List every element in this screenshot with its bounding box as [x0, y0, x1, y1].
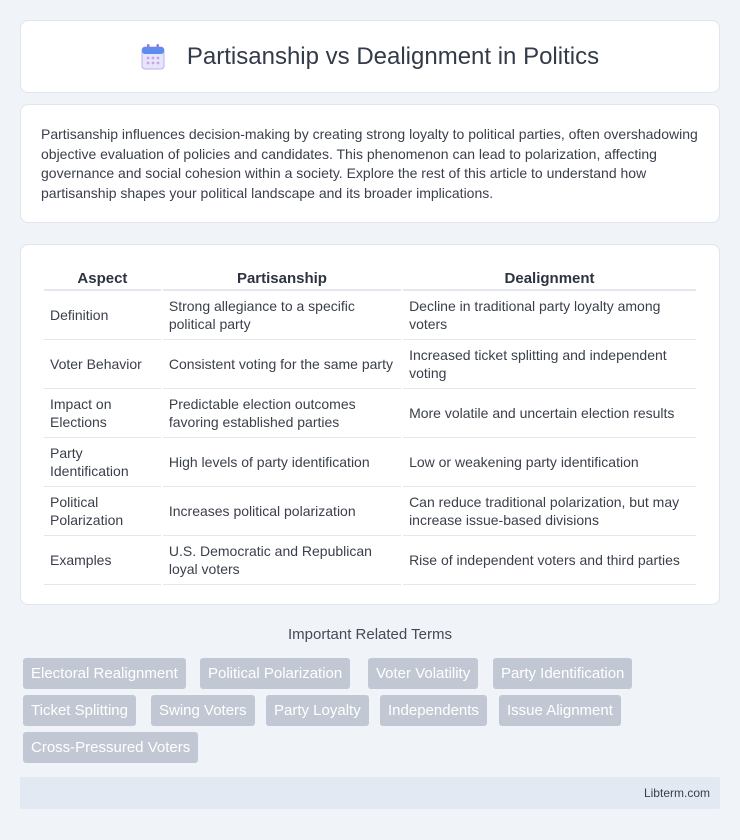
table-cell: Predictable election outcomes favoring established parties: [163, 389, 401, 438]
table-row: [44, 389, 696, 438]
term-tag[interactable]: Party Identification: [493, 658, 632, 689]
term-tag[interactable]: Swing Voters: [151, 695, 255, 726]
page-title: Partisanship vs Dealignment in Politics: [186, 42, 600, 70]
table-row: [44, 536, 696, 585]
table-cell: Impact on Elections: [44, 389, 161, 438]
footer-site-link[interactable]: Libterm.com: [643, 786, 710, 800]
table-cell: Decline in traditional party loyalty among voters: [403, 291, 696, 340]
table-cell: More volatile and uncertain election results: [403, 389, 696, 438]
table-row: [44, 291, 696, 340]
table-row: [44, 340, 696, 389]
column-header-aspect: Aspect: [44, 265, 161, 291]
table-cell: High levels of party identification: [163, 438, 401, 487]
table-cell: Political Polarization: [44, 487, 161, 536]
table-cell: Low or weakening party identification: [403, 438, 696, 487]
comparison-table: [42, 265, 698, 585]
term-tag[interactable]: Electoral Realignment: [23, 658, 186, 689]
column-header-partisanship: Partisanship: [163, 265, 401, 291]
term-tag[interactable]: Cross-Pressured Voters: [23, 732, 198, 763]
table-cell: Party Identification: [44, 438, 161, 487]
table-cell: Strong allegiance to a specific political party: [163, 291, 401, 340]
calendar-icon: [141, 44, 165, 70]
table-cell: Increases political polarization: [163, 487, 401, 536]
term-tag[interactable]: Voter Volatility: [368, 658, 478, 689]
term-tag[interactable]: Ticket Splitting: [23, 695, 136, 726]
footer: [20, 777, 720, 809]
column-header-dealignment: Dealignment: [403, 265, 696, 291]
table-cell: Increased ticket splitting and independent voting: [403, 340, 696, 389]
table-header-row: [44, 265, 696, 291]
table-cell: Examples: [44, 536, 161, 585]
related-terms-title: Important Related Terms: [288, 626, 452, 643]
term-tag[interactable]: Independents: [380, 695, 487, 726]
comparison-table-card: [20, 244, 720, 605]
term-tag[interactable]: Political Polarization: [200, 658, 350, 689]
table-cell: U.S. Democratic and Republican loyal voters: [163, 536, 401, 585]
table-cell: Rise of independent voters and third parties: [403, 536, 696, 585]
intro-card: [20, 104, 720, 223]
table-row: [44, 487, 696, 536]
term-tag[interactable]: Issue Alignment: [499, 695, 621, 726]
table-cell: Voter Behavior: [44, 340, 161, 389]
term-tag[interactable]: Party Loyalty: [266, 695, 369, 726]
table-cell: Definition: [44, 291, 161, 340]
table-cell: Consistent voting for the same party: [163, 340, 401, 389]
table-cell: Can reduce traditional polarization, but may increase issue-based divisions: [403, 487, 696, 536]
table-row: [44, 438, 696, 487]
intro-text: Partisanship influences decision-making by creating strong loyalty to political parties, often overshadowing objective evaluation of policies and candidates. This phenomenon can lead to polarization, affecting governance and social cohesion within a society. Explore the rest of this article to understand how partisanship shapes your political landscape and its broader implications.: [41, 126, 698, 201]
header-card: [20, 20, 720, 93]
